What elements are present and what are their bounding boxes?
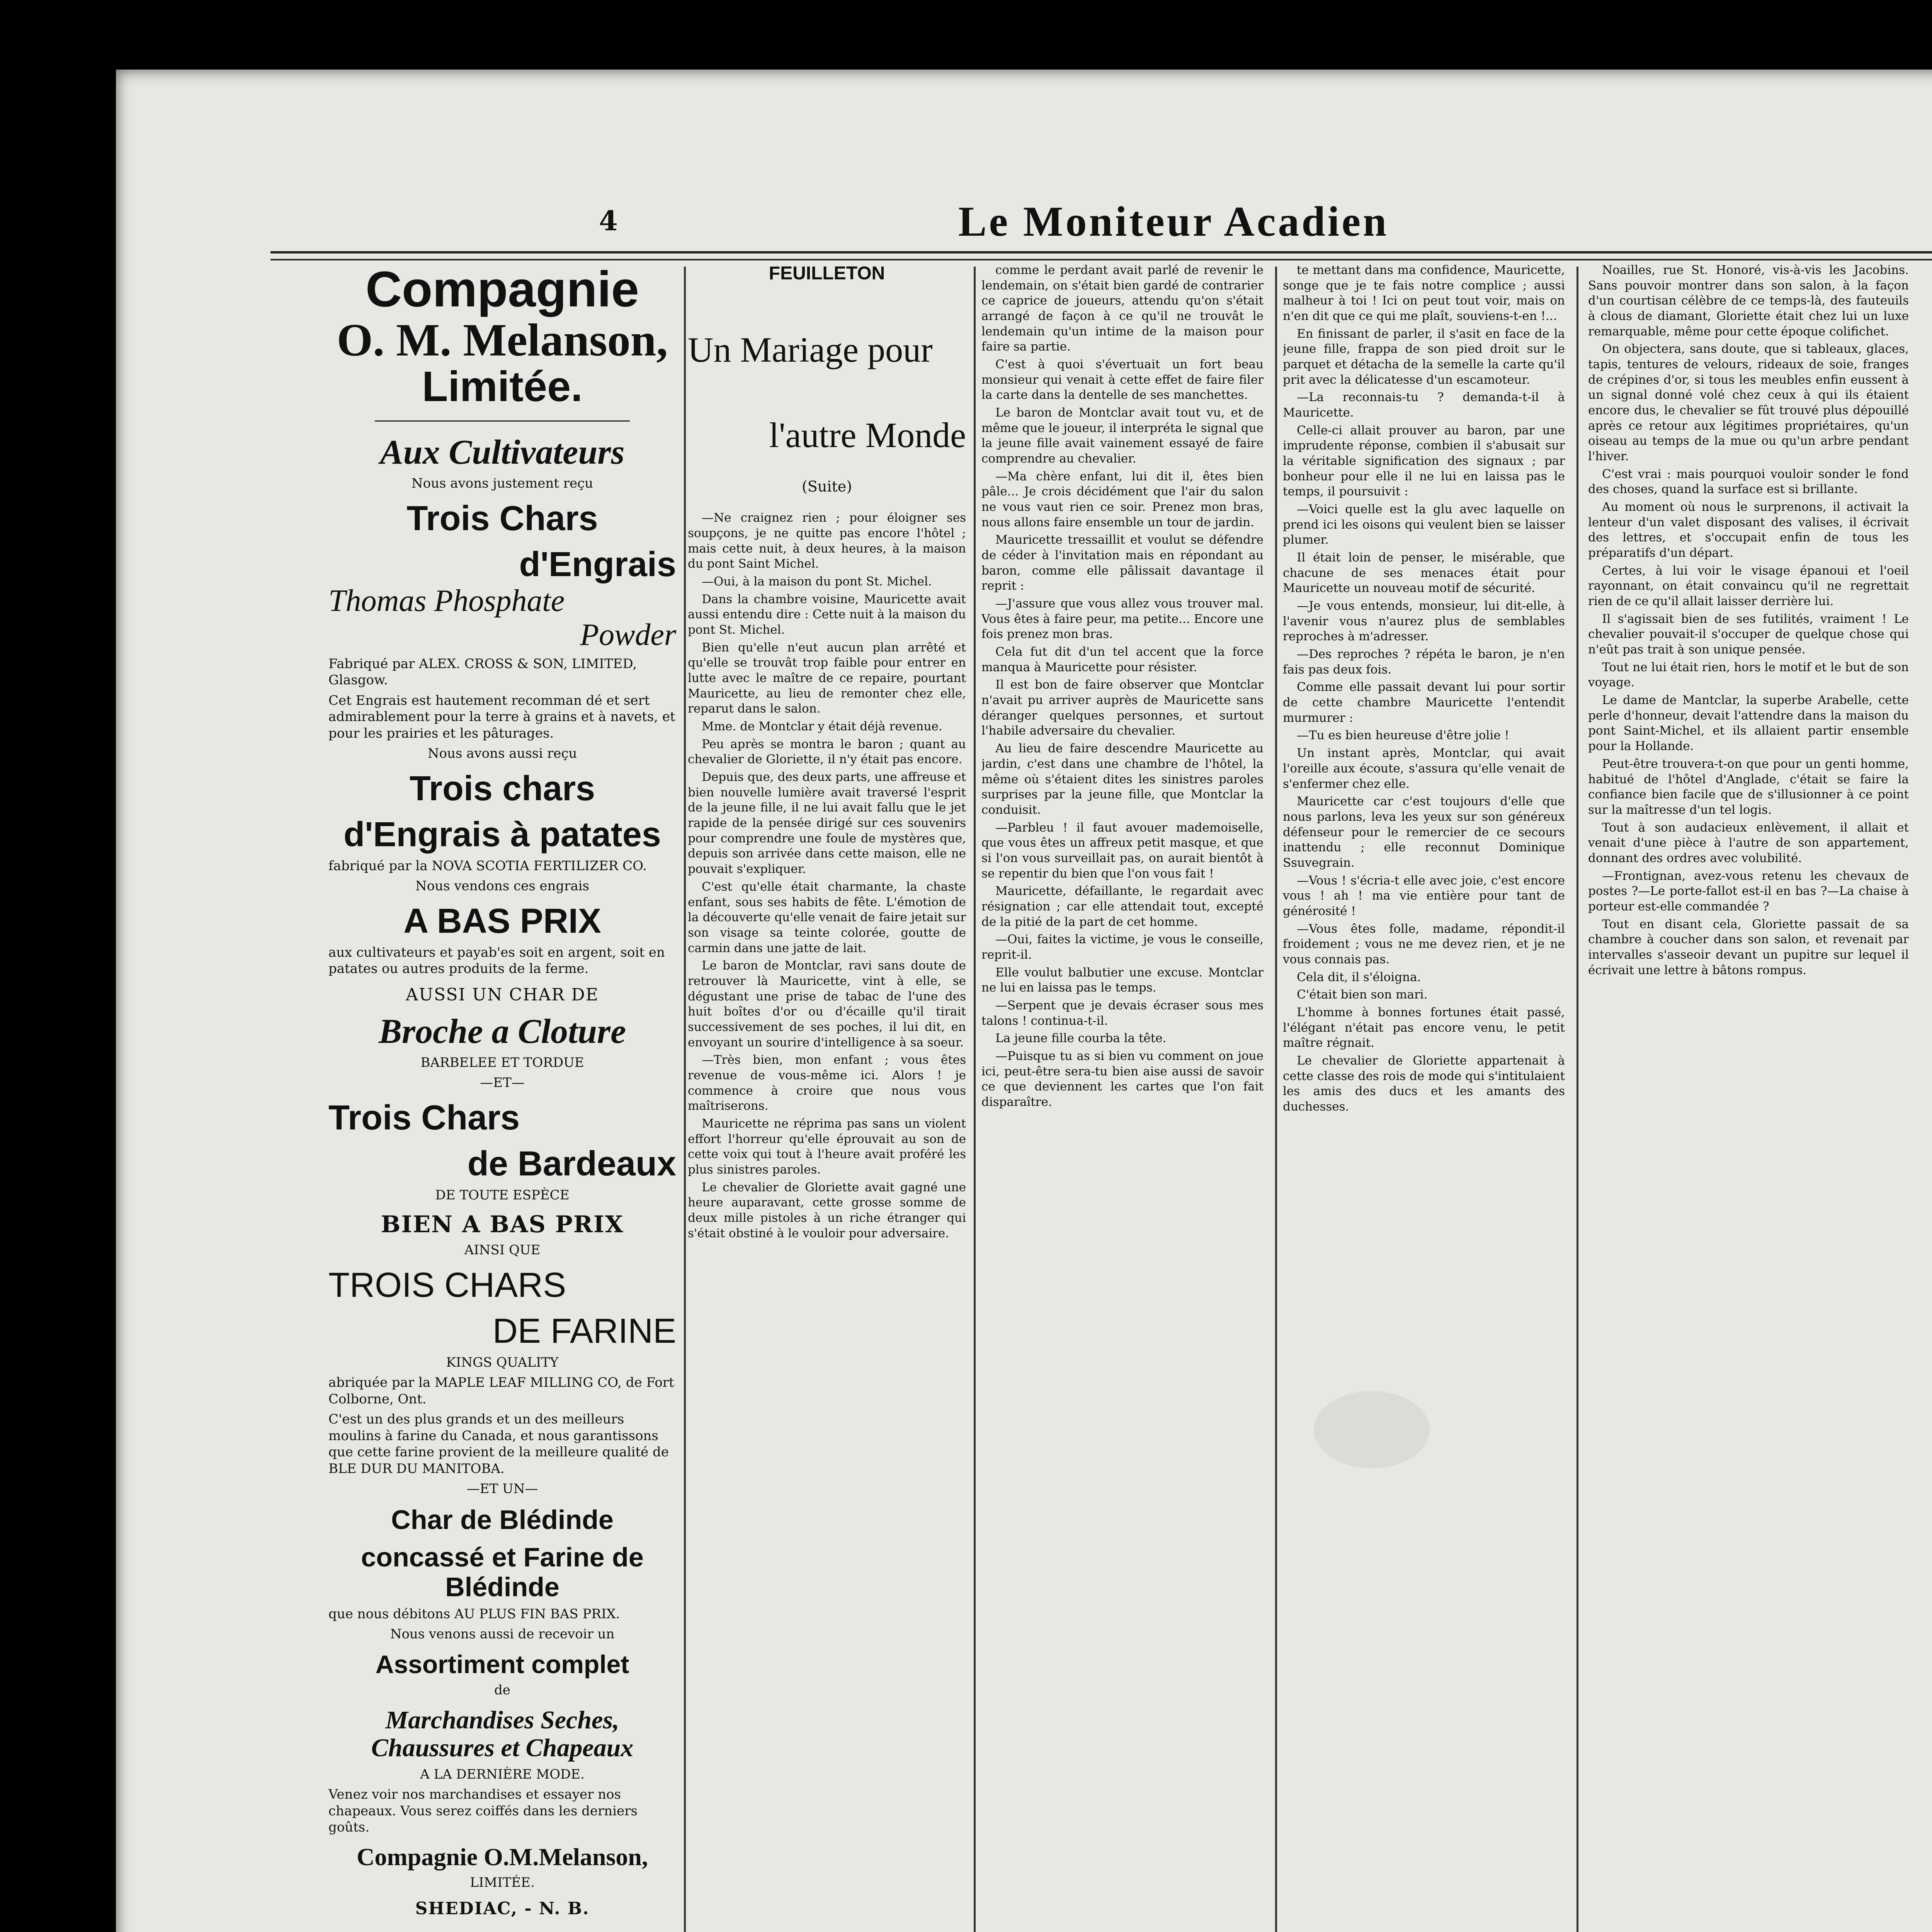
product2-maker: fabriqué par la NOVA SCOTIA FERTILIZER CO.	[328, 858, 647, 874]
story-paragraph: C'est vrai : mais pourquoi vouloir sonder le fond des choses, quand la surface est si brillante.	[1588, 467, 1909, 497]
story-text-col-1	[688, 510, 966, 1241]
story-paragraph: Tout à son audacieux enlèvement, il allait et venait d'une pièce à l'autre de son appartement, donnant des ordres avec volubilité.	[1588, 820, 1909, 865]
story-paragraph: —Ma chère enfant, lui dit il, êtes bien pâle... Je crois décidément que l'air du salon ne vous vaut rien ce soir. Prenez mon bras, nous allons faire ensemble un tour de jardin.	[981, 469, 1264, 529]
story-paragraph: Cela fut dit d'un tel accent que la force manqua à Mauricette pour résister.	[981, 645, 1264, 674]
story-paragraph: Le dame de Mantclar, la superbe Arabelle, cette perle d'honneur, devait l'attendre dans la maison du pont Saint-Michel, et ils allaient partir ensemble pour la Hollande.	[1588, 693, 1909, 753]
story-paragraph: Celle-ci allait prouver au baron, par une imprudente réponse, combien il s'abusait sur la véritable signification des signaux ; par bonheur pour elle il ne lui en laissa pas le temps, il poursuivit :	[1283, 423, 1565, 499]
of-word: de	[494, 1682, 510, 1698]
company-line-3: Limitée.	[422, 362, 583, 410]
story-paragraph: Dans la chambre voisine, Mauricette avait aussi entendu dire : Cette nuit à la maison du pont St. Michel.	[688, 592, 966, 637]
story-paragraph: te mettant dans ma confidence, Mauricette, songe que je te fais notre complice ; aussi malheur à toi ! Ici on peut tout voir, mais on n'en dit que ce qui me plaît, souviens-t-en !...	[1283, 263, 1565, 323]
story-title-2: l'autre Monde	[769, 415, 966, 455]
flour-maker: abriquée par la MAPLE LEAF MILLING CO, de Fort Colborne, Ont.	[328, 1375, 674, 1407]
invite: Venez voir nos marchandises et essayer nos chapeaux. Vous serez coiffés dans les derniers goûts.	[328, 1787, 638, 1835]
story-paragraph: —Serpent que je devais écraser sous mes talons ! continua-t-il.	[981, 998, 1264, 1028]
audience-heading: Aux Cultivateurs	[380, 433, 625, 471]
story-paragraph: —Oui, faites la victime, je vous le conseille, reprit-il.	[981, 932, 1264, 962]
column-divider-3	[1275, 267, 1277, 1932]
story-paragraph: —Des reproches ? répéta le baron, je n'en fais pas deux fois.	[1283, 647, 1565, 677]
story-paragraph: C'est à quoi s'évertuait un fort beau monsieur qui venait à cette effet de faire filer la carte dans la dentelle de ses manchettes.	[981, 357, 1264, 402]
suite-label: (Suite)	[801, 478, 852, 495]
story-paragraph: Le chevalier de Gloriette avait gagné une heure auparavant, cette grosse somme de deux mille pistoles à un riche étranger qui s'était obstiné à le vouloir pour adversaire.	[688, 1180, 966, 1240]
low-price-2: BIEN A BAS PRIX	[381, 1211, 624, 1238]
company-line-1: Compagnie	[366, 263, 639, 317]
story-paragraph: Il est bon de faire observer que Montclar n'avait pu arriver auprès de Mauricette sans déranger quelques personnes, et surtout l'habile adversaire du chevalier.	[981, 678, 1264, 738]
product1-line-1: Trois Chars	[406, 499, 598, 538]
story-paragraph: —Tu es bien heureuse d'être jolie !	[1297, 728, 1509, 743]
story-paragraph: Comme elle passait devant lui pour sortir de cette chambre Mauricette l'entendit murmurer :	[1283, 680, 1565, 725]
story-paragraph: Au moment où nous le surprenons, il activait la lenteur d'un valet disposant des valises, il écrivait des lettres, et s'occupait enfin de tous les préparatifs d'un départ.	[1588, 500, 1909, 560]
story-paragraph: Bien qu'elle n'eut aucun plan arrêté et qu'elle se trouvât trop faible pour entrer en lutte avec le maître de ce repaire, pourtant Mauricette, au lieu de remonter chez elle, reparut dans le salon.	[688, 640, 966, 716]
and-separator: —ET—	[480, 1075, 525, 1090]
story-text-col-2	[981, 263, 1264, 1932]
story-paragraph: C'était bien son mari.	[1297, 988, 1428, 1002]
story-paragraph: —La reconnais-tu ? demanda-t-il à Mauricette.	[1283, 390, 1565, 420]
story-paragraph: —Oui, à la maison du pont St. Michel.	[702, 575, 932, 589]
received-notice: Nous avons justement reçu	[411, 476, 594, 491]
footer-company: Compagnie O.M.Melanson,	[357, 1843, 648, 1871]
story-paragraph: Un instant après, Montclar, qui avait l'oreille aux écoute, s'assura qu'elle venait de s'enfermer chez elle.	[1283, 746, 1565, 791]
story-paragraph: Cela dit, il s'éloigna.	[1297, 970, 1421, 984]
story-paragraph: Depuis que, des deux parts, une affreuse et bien nouvelle lumière avait traversé l'esprit de la jeune fille, il ne lui avait fallu que le jet rapide de la pensée dirigé sur ces souvenirs pour comprendre une foule de mystères que, depuis son arrivée dans cette maison, elle ne pouvait s'expliquer.	[688, 770, 966, 876]
wheat-line-2: concassé et Farine de Blédinde	[361, 1542, 644, 1602]
flour-desc: C'est un des plus grands et un des meilleurs moulins à farine du Canada, et nous garantissons que cette farine provient de la meilleure qualité de BLE DUR DU MANITOBA.	[328, 1412, 669, 1476]
company-line-2: O. M. Melanson,	[337, 314, 668, 366]
story-paragraph: Noailles, rue St. Honoré, vis-à-vis les Jacobins. Sans pouvoir montrer dans son salon, à la façon d'un courtisan célèbre de ce temps-là, des fauteuils à clous de diamant, Gloriette était chez lui un luxe remarquable, même pour cette époque colifichet.	[1588, 263, 1909, 338]
story-paragraph: comme le perdant avait parlé de revenir le lendemain, on s'était bien gardé de contrarier ce caprice de joueurs, attendu qu'on s'était arrangé de façon à ce qu'il ne trouvât le lendemain qu'un intime de la maison pour faire sa partie.	[981, 263, 1264, 354]
low-price: A BAS PRIX	[403, 901, 601, 940]
story-paragraph: C'est qu'elle était charmante, la chaste enfant, sous ses habits de fête. L'émotion de la découverte qu'elle venait de faire jetait sur son visage sa teinte colorée, goutte de carmin dans une jatte de lait.	[688, 879, 966, 955]
product1-name-2: Powder	[580, 617, 676, 652]
story-paragraph: —Parbleu ! il faut avouer mademoiselle, que vous êtes un affreux petit masque, et que si l'on vous surveillait pas, on aurait bientôt à se repentir du bien que l'on vous fait !	[981, 820, 1264, 881]
story-paragraph: Peut-être trouvera-t-on que pour un genti homme, habitué de l'hôtel d'Anglade, c'était se faire la confiance bien facile que de s'illusionner à ce point sur la maîtresse d'un tel logis.	[1588, 757, 1909, 817]
shingles-line-2: de Bardeaux	[467, 1144, 676, 1183]
masthead	[270, 197, 1932, 247]
story-paragraph: —Vous êtes folle, madame, répondit-il froidement ; vous ne me devez rien, et je ne vous connais pas.	[1283, 922, 1565, 966]
latest-fashion: A LA DERNIÈRE MODE.	[420, 1766, 585, 1782]
story-paragraph: Certes, à lui voir le visage épanoui et l'oeil rayonnant, on était convaincu qu'il ne regrettait rien de ce qu'il allait laisser derrière lui.	[1588, 563, 1909, 609]
goods: Marchandises Seches, Chaussures et Chapeaux	[371, 1706, 634, 1762]
story-paragraph: —Frontignan, avez-vous retenu les chevaux de postes ?—Le porte-fallot est-il en bas ?—La chaise à porteur est-elle commandée ?	[1588, 869, 1909, 913]
and-one: —ET UN—	[466, 1481, 538, 1497]
story-text-col-4	[1588, 263, 1909, 1932]
story-paragraph: —J'assure que vous allez vous trouver mal. Vous êtes à faire peur, ma petite... Encore une fois prenez mon bras.	[981, 597, 1264, 641]
story-paragraph: En finissant de parler, il s'asit en face de la jeune fille, frappa de son pied droit sur le parquet et détacha de la semelle la carte qu'il prit avec la délicatesse d'un escamoteur.	[1283, 327, 1565, 387]
story-paragraph: —Très bien, mon enfant ; vous êtes revenue de vous-même ici. Alors ! je commence à croire que nous vous maîtriserons.	[688, 1053, 966, 1113]
product1-line-2: d'Engrais	[519, 545, 676, 584]
shingles-line-1: Trois Chars	[328, 1098, 520, 1137]
story-title-1: Un Mariage pour	[688, 330, 933, 369]
masthead-rule	[270, 251, 1932, 260]
product2-line-2: d'Engrais à patates	[344, 815, 661, 854]
feuilleton-label: FEUILLETON	[769, 263, 885, 284]
footer-limited: LIMITÉE.	[470, 1875, 535, 1891]
story-paragraph: Le baron de Montclar avait tout vu, et de même que le joueur, il interpréta le signal que la jeune fille avait vainement essayé de faire comprendre au chevalier.	[981, 406, 1264, 466]
story-paragraph: —Vous ! s'écria-t elle avec joie, c'est encore vous ! ah ! ma vie entière pour tant de générosité !	[1283, 873, 1565, 918]
terms: aux cultivateurs et payab'es soit en argent, soit en patates ou autres produits de la ferme.	[328, 944, 665, 976]
feuilleton-column	[688, 263, 966, 1932]
assortment: Assortiment complet	[375, 1650, 629, 1679]
column-divider-2	[974, 267, 976, 1932]
story-paragraph: —Voici quelle est la glu avec laquelle on prend ici les oisons qui veulent bien se laisser plumer.	[1283, 502, 1565, 547]
story-paragraph: La jeune fille courba la tête.	[995, 1031, 1167, 1046]
story-paragraph: Le chevalier de Gloriette appartenait à cette classe des rois de mode qui s'intitulaient les amis des ducs et les amants des duchesses.	[1283, 1053, 1565, 1114]
as-well: AINSI QUE	[464, 1242, 541, 1258]
story-text-col-3	[1283, 263, 1565, 1932]
sell-notice: Nous vendons ces engrais	[415, 878, 590, 894]
product1-maker: Fabriqué par ALEX. CROSS & SON, LIMITED, Glasgow.	[328, 656, 637, 688]
newspaper-title: Le Moniteur Acadien	[958, 198, 1389, 245]
received-notice-2: Nous avons aussi reçu	[427, 746, 577, 761]
shingles-desc: DE TOUTE ESPÈCE	[435, 1187, 570, 1203]
fence-line: Broche a Cloture	[378, 1012, 626, 1051]
story-paragraph: Tout ne lui était rien, hors le motif et le but de son voyage.	[1588, 660, 1909, 690]
product2-line-1: Trois chars	[409, 769, 595, 808]
story-paragraph: Mauricette, défaillante, le regardait avec résignation ; car elle attendait tout, excepté de la pitié de la part de cet homme.	[981, 884, 1264, 929]
ad-divider	[375, 420, 630, 422]
story-paragraph: Il était loin de penser, le misérable, que chacune de ses menaces était pour Mauricette un nouveau motif de sécurité.	[1283, 551, 1565, 595]
wheat-line-1: Char de Blédinde	[391, 1504, 614, 1535]
story-paragraph: Tout en disant cela, Gloriette passait de sa chambre à coucher dans son salon, et revenait par intervalles s'asseoir devant un pupitre sur lequel il écrivait une lettre à bâtons rompus.	[1588, 917, 1909, 977]
also-char: AUSSI UN CHAR DE	[406, 985, 599, 1005]
story-paragraph: Il s'agissait bien de ses futilités, vraiment ! Le chevalier pouvait-il s'occuper de quelque chose qui n'eût pas trait à son unique pensée.	[1588, 612, 1909, 657]
paper-stain	[1314, 1391, 1430, 1468]
story-paragraph: L'homme à bonnes fortunes était passé, l'élégant n'était pas encore venu, le petit maître régnait.	[1283, 1005, 1565, 1050]
story-paragraph: Mauricette car c'est toujours d'elle que nous parlons, leva les yeux sur son généreux défenseur pour le remercier de ce secours inattendu ; elle reconnut Dominique Ssuvegrain.	[1283, 794, 1565, 870]
flour-line-1: TROIS CHARS	[328, 1265, 566, 1304]
flour-line-2: DE FARINE	[492, 1311, 676, 1350]
story-paragraph: Mme. de Montclar y était déjà revenue.	[702, 719, 942, 734]
story-paragraph: Peu après se montra le baron ; quant au chevalier de Gloriette, il n'y était pas encore.	[688, 737, 966, 767]
receive-notice-3: Nous venons aussi de recevoir un	[390, 1626, 615, 1642]
story-paragraph: —Je vous entends, monsieur, lui dit-elle, à l'avenir vous n'aurez plus de semblables reproches à m'adresser.	[1283, 599, 1565, 644]
story-paragraph: Mauricette tressaillit et voulut se défendre de céder à l'invitation mais en répondant au baron, comme elle pâlissait davantage il reprit :	[981, 533, 1264, 593]
story-paragraph: Au lieu de faire descendre Mauricette au jardin, c'est dans une chambre de l'hôtel, la même où s'étaient dites les sinistres paroles surprises par la jeune fille, que Montclar la conduisit.	[981, 742, 1264, 817]
flour-brand: KINGS QUALITY	[446, 1354, 559, 1370]
wheat-desc: que nous débitons AU PLUS FIN BAS PRIX.	[328, 1606, 620, 1622]
column-divider-4	[1577, 267, 1578, 1932]
page-number: 4	[599, 205, 618, 237]
fence-desc: BARBELEE ET TORDUE	[420, 1054, 584, 1070]
story-paragraph: Le baron de Montclar, ravi sans doute de retrouver là Mauricette, vint à elle, se dégustant une prise de tabac de l'une des huit boîtes d'or ou d'écaille qu'il tirait successivement de ses poches, il lui dit, en envoyant un sourire d'intelligence à sa soeur.	[688, 959, 966, 1049]
story-paragraph: —Puisque tu as si bien vu comment on joue ici, peut-être sera-tu bien aise aussi de savoir ce que deviennent les cartes que l'on fait disparaître.	[981, 1049, 1264, 1109]
story-paragraph: On objectera, sans doute, que si tableaux, glaces, tapis, tentures de velours, rideaux de soie, franges de crépines d'or, si tous les meubles enfin eussent à un signal donné volé chez ceux à qui ils étaient encore dus, le chevalier se fût trouvé plus dépouillé après ce retour aux légitimes propriétaires, qu'un oiseau au temps de la mue ou qu'un arbre pendant l'hiver.	[1588, 342, 1909, 464]
product1-desc: Cet Engrais est hautement recomman dé et sert admirablement pour la terre à grains et à navets, et pour les prairies et les pâturages.	[328, 692, 675, 741]
advertisement-column	[328, 263, 676, 1932]
story-paragraph: Mauricette ne réprima pas sans un violent effort l'horreur qu'elle éprouvait au son de cette voix qui tout à l'heure avait proféré les plus sinistres paroles.	[688, 1116, 966, 1177]
product1-name-1: Thomas Phosphate	[328, 583, 565, 618]
column-divider-1	[684, 267, 686, 1932]
story-paragraph: —Ne craignez rien ; pour éloigner ses soupçons, je ne quitte pas encore l'hôtel ; mais cette nuit, à deux heures, à la maison du pont Saint Michel.	[688, 511, 966, 571]
story-paragraph: Elle voulut balbutier une excuse. Montclar ne lui en laissa pas le temps.	[981, 965, 1264, 995]
footer-location: SHEDIAC, - N. B.	[415, 1898, 590, 1918]
